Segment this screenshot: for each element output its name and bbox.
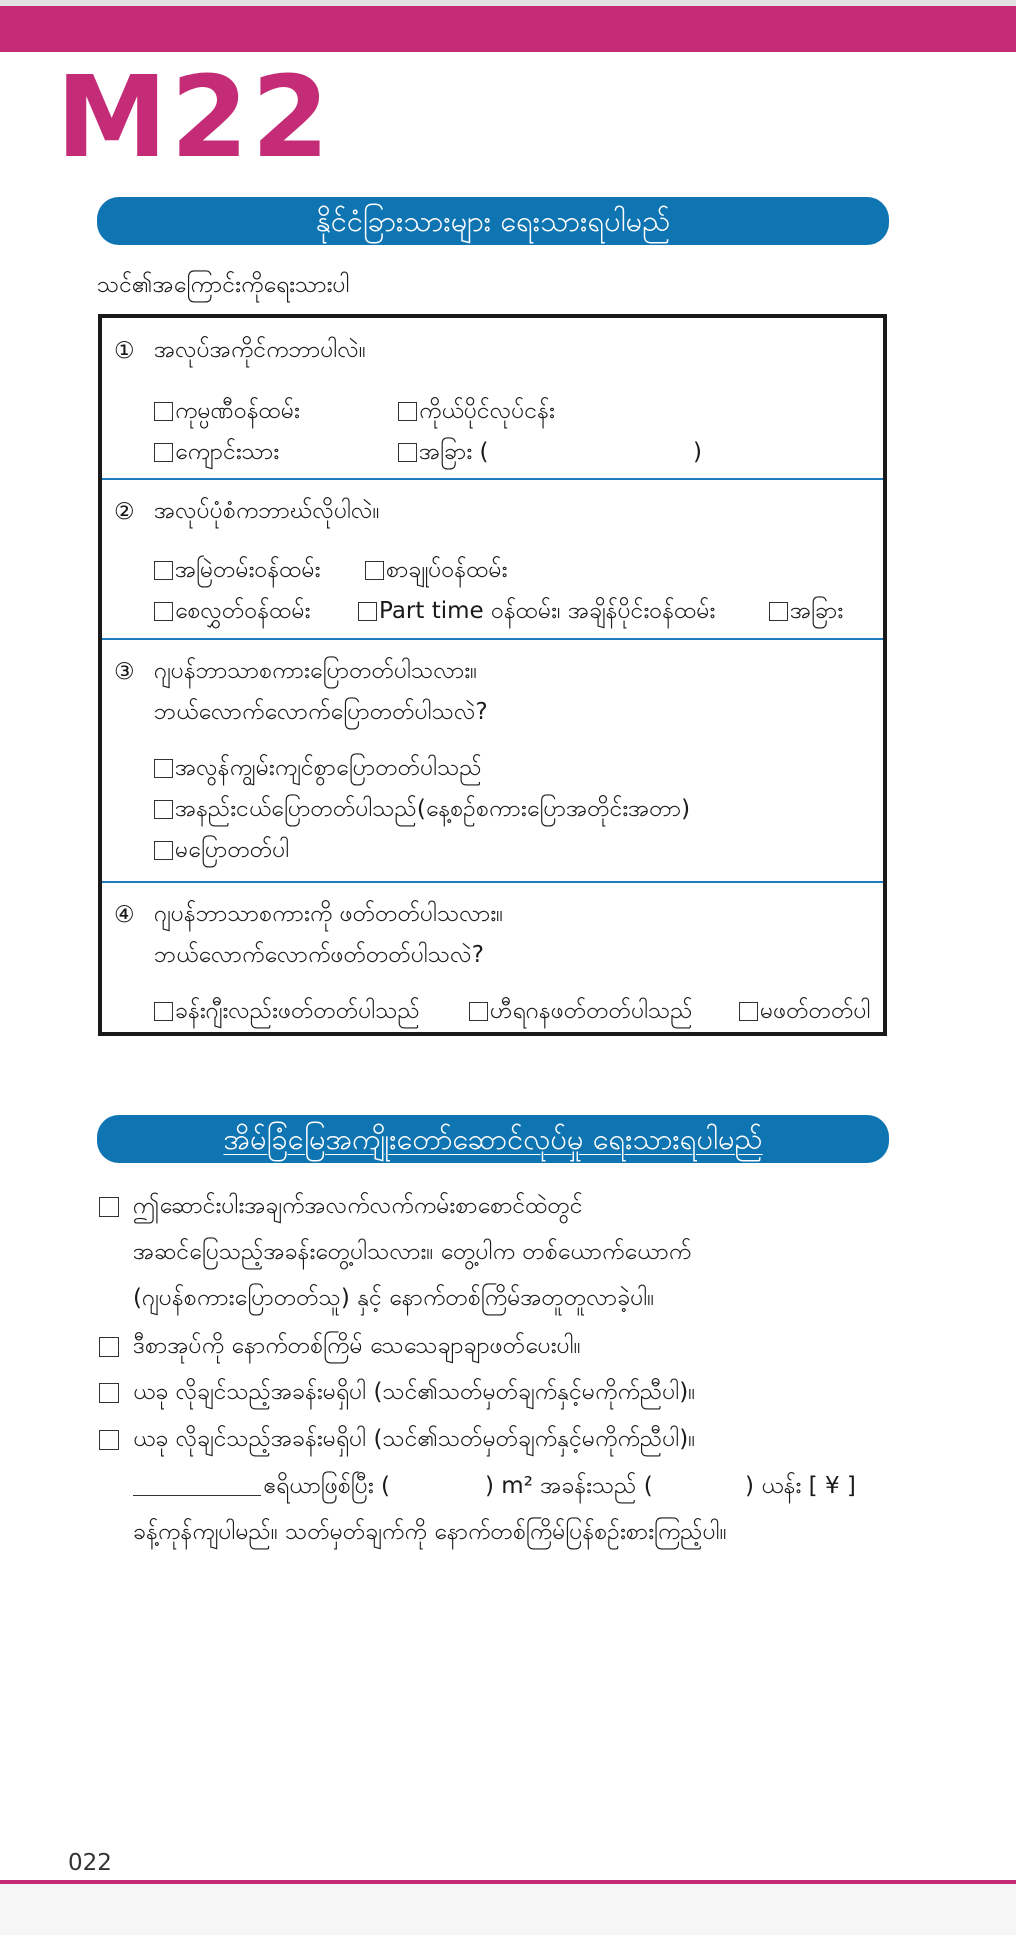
foreigners-section-banner [97, 197, 889, 245]
option-label: ခန်းဂျီးလည်းဖတ်တတ်ပါသည် [175, 998, 420, 1024]
option-self-employed[interactable] [398, 392, 555, 430]
question-number: ① [114, 338, 135, 364]
item-text: ယခု လိုချင်သည့်အခန်းမရှိပါ (သင်၏သတ်မှတ်ချက်နှင့်မကိုက်ညီပါ)။ [133, 1426, 696, 1452]
real-estate-section-title: အိမ်ခြံမြေအကျိုးတော်ဆောင်လုပ်မှု ရေးသားရပါမည် [223, 1122, 763, 1156]
question-number: ④ [114, 902, 135, 928]
question-4 [102, 881, 883, 1032]
question-3 [102, 638, 883, 881]
option-part-time[interactable] [358, 592, 715, 630]
question-2 [102, 478, 883, 638]
checkbox[interactable] [398, 443, 417, 462]
option-label: ကိုယ်ပိုင်လုပ်ငန်း [419, 398, 555, 424]
area-label: ဧရိယာဖြစ်ပြီး ( [263, 1473, 390, 1499]
question-text: ဂျပန်ဘာသာစကားကို ဖတ်တတ်ပါသလား။ [154, 901, 504, 927]
option-label: အနည်းငယ်ပြောတတ်ပါသည်(နေ့စဉ်စကားပြောအတိုင်းအတာ) [175, 796, 691, 822]
option-other[interactable] [398, 433, 738, 471]
option-label: အလွန်ကျွမ်းကျင်စွာပြောတတ်ပါသည် [175, 755, 482, 781]
top-accent-bar [0, 6, 1016, 52]
checkbox[interactable] [739, 1002, 758, 1021]
option-read-kanji[interactable] [154, 992, 420, 1030]
option-label: စေလွှတ်ဝန်ထမ်း [175, 598, 311, 624]
question-text: ဂျပန်ဘာသာစကားပြောတတ်ပါသလား။ [154, 658, 478, 684]
item-text-continued: (ဂျပန်စကားပြောတတ်သူ) နှင့် နောက်တစ်ကြိမ်အတူတူလာခဲ့ပါ။ [133, 1285, 655, 1311]
checkbox[interactable] [469, 1002, 488, 1021]
option-label: စာချုပ်ဝန်ထမ်း [386, 557, 508, 583]
item-text: ယခု လိုချင်သည့်အခန်းမရှိပါ (သင်၏သတ်မှတ်ချက်နှင့်မကိုက်ညီပါ)။ [133, 1379, 696, 1405]
checkbox[interactable] [154, 1002, 173, 1021]
option-company-employee[interactable] [154, 392, 300, 430]
option-speak-fluent[interactable] [154, 749, 482, 787]
item-text-continued: အဆင်ပြေသည့်အခန်းတွေ့ပါသလား။ တွေ့ပါက တစ်ယောက်ယောက် [133, 1239, 692, 1265]
option-label: အခြား ( [419, 439, 489, 465]
option-read-hiragana[interactable] [469, 992, 693, 1030]
checkbox[interactable] [358, 602, 377, 621]
checkbox[interactable] [769, 602, 788, 621]
checkbox[interactable] [398, 402, 417, 421]
question-text: ဘယ်လောက်လောက်ဖတ်တတ်ပါသလဲ? [154, 942, 484, 968]
question-text: အလုပ်အကိုင်ကဘာပါလဲ။ [154, 337, 366, 363]
foreigners-section-title: နိုင်ငံခြားသားများ ရေးသားရပါမည် [315, 204, 671, 238]
checkbox[interactable] [154, 841, 173, 860]
item-text: ဤဆောင်းပါးအချက်အလက်လက်ကမ်းစာစောင်ထဲတွင် [133, 1193, 583, 1219]
checkbox[interactable] [154, 602, 173, 621]
option-label: မဖတ်တတ်ပါ [760, 998, 871, 1024]
checkbox[interactable] [99, 1430, 119, 1450]
question-text: ဘယ်လောက်လောက်ပြောတတ်ပါသလဲ? [154, 699, 488, 725]
option-student[interactable] [154, 433, 279, 471]
section-intro: သင်၏အကြောင်းကိုရေးသားပါ [97, 272, 350, 298]
size-label: ) m² အခန်းသည် ( [485, 1473, 653, 1499]
question-number: ③ [114, 659, 135, 685]
rent-label: ) ယန်း [ ¥ ] [745, 1473, 856, 1499]
option-label: အခြား [790, 598, 844, 624]
bottom-edge [0, 1884, 1016, 1935]
option-speak-little[interactable] [154, 790, 690, 828]
other-close-paren: ) [693, 439, 702, 465]
option-label: ဟီရဂနဖတ်တတ်ပါသည် [490, 998, 693, 1024]
checkbox[interactable] [365, 561, 384, 580]
question-1 [102, 318, 883, 478]
question-text: အလုပ်ပုံစံကဘာဃ်လိုပါလဲ။ [154, 498, 380, 524]
checkbox[interactable] [99, 1383, 119, 1403]
checkbox[interactable] [154, 443, 173, 462]
option-label: Part time ဝန်ထမ်း၊ အချိန်ပိုင်းဝန်ထမ်း [379, 598, 716, 624]
option-label: မပြောတတ်ပါ [175, 837, 290, 863]
area-blank[interactable] [133, 1495, 261, 1496]
option-label: အမြဲတမ်းဝန်ထမ်း [175, 557, 321, 583]
real-estate-section-banner [97, 1115, 889, 1163]
checkbox[interactable] [154, 561, 173, 580]
question-number: ② [114, 499, 135, 525]
checkbox[interactable] [99, 1197, 119, 1217]
page-number: 022 [68, 1850, 112, 1876]
fill-in-row [97, 1463, 897, 1509]
item-text-continued: ခန့်ကုန်ကျပါမည်။ သတ်မှတ်ချက်ကို နောက်တစ်ကြိမ်ပြန်စဉ်းစားကြည့်ပါ။ [133, 1519, 727, 1545]
option-contract-employee[interactable] [365, 551, 507, 589]
checkbox[interactable] [154, 759, 173, 778]
checkbox[interactable] [154, 402, 173, 421]
option-dispatched-employee[interactable] [154, 592, 310, 630]
option-permanent-employee[interactable] [154, 551, 321, 589]
item-text: ဒီစာအုပ်ကို နောက်တစ်ကြိမ် သေသေချာချာဖတ်ပေးပါ။ [133, 1333, 581, 1359]
checkbox[interactable] [99, 1337, 119, 1357]
option-cannot-read[interactable] [739, 992, 871, 1030]
option-label: ကျောင်းသား [175, 439, 280, 465]
questionnaire-box [98, 314, 887, 1036]
page-code: M22 [56, 53, 333, 183]
option-label: ကုမ္ပဏီဝန်ထမ်း [175, 398, 300, 424]
option-other[interactable] [769, 592, 843, 630]
option-cannot-speak[interactable] [154, 831, 289, 869]
checkbox[interactable] [154, 800, 173, 819]
